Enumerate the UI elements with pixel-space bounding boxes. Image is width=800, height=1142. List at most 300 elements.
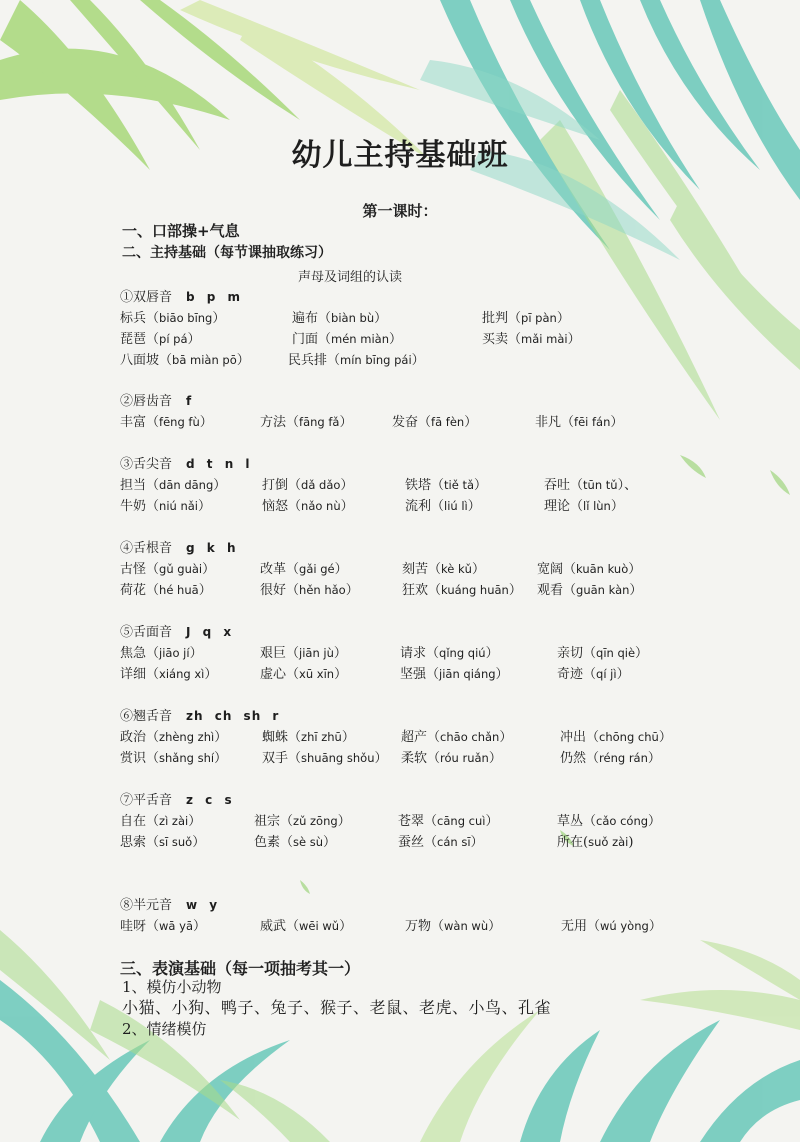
word-entry xyxy=(398,831,484,850)
word-hanzi: 铁塔 xyxy=(405,478,432,493)
word-hanzi: 琵琶 xyxy=(120,332,147,347)
word-pinyin: xiáng xì xyxy=(159,667,205,681)
word-entry xyxy=(120,495,211,514)
word-entry xyxy=(405,474,487,493)
word-pinyin: dān dāng xyxy=(159,478,214,492)
word-entry xyxy=(120,474,226,493)
word-hanzi: 买卖 xyxy=(482,332,509,347)
word-entry xyxy=(120,663,217,682)
paren-close: ） xyxy=(470,835,484,850)
paren-close: ） xyxy=(334,667,348,682)
word-entry xyxy=(402,579,522,598)
word-pinyin: zhī zhū xyxy=(301,730,342,744)
paren-open: （ xyxy=(286,562,300,577)
word-hanzi: 八面坡 xyxy=(120,353,160,368)
word-hanzi: 宽阔 xyxy=(537,562,564,577)
word-pinyin: mǎi mài xyxy=(521,332,568,346)
word-entry xyxy=(561,915,662,934)
word-pinyin: hé huā xyxy=(159,583,199,597)
group-letters: b p m xyxy=(186,290,242,304)
word-row xyxy=(0,726,800,746)
paren-open: （ xyxy=(146,751,160,766)
word-entry xyxy=(262,495,354,514)
word-pinyin: lǐ lùn xyxy=(583,499,611,513)
word-pinyin: mín bīng pái xyxy=(340,353,412,367)
paren-open: （ xyxy=(146,332,160,347)
paren-open: （ xyxy=(583,814,597,829)
word-hanzi: 理论 xyxy=(544,499,571,514)
word-row xyxy=(0,558,800,578)
word-hanzi: 冲出 xyxy=(560,730,587,745)
paren-open: （ xyxy=(431,919,445,934)
word-pinyin: zì zài xyxy=(159,814,189,828)
paren-open: （ xyxy=(587,919,601,934)
word-entry xyxy=(120,307,225,326)
group-letters: f xyxy=(186,394,193,408)
word-entry xyxy=(120,726,227,745)
word-entry xyxy=(288,349,425,368)
word-entry xyxy=(544,474,637,493)
paren-open: （ xyxy=(424,814,438,829)
word-pinyin: sè sù xyxy=(293,835,324,849)
word-pinyin: qǐng qiú xyxy=(439,646,486,660)
word-pinyin: mén miàn xyxy=(331,332,389,346)
paren-close: ） xyxy=(214,730,228,745)
paren-close: ） xyxy=(340,478,354,493)
word-entry xyxy=(401,747,502,766)
paren-open: （ xyxy=(427,751,441,766)
word-hanzi: 奇迹 xyxy=(557,667,584,682)
group-heading xyxy=(120,453,251,472)
word-hanzi: 担当 xyxy=(120,478,147,493)
paren-close: ） xyxy=(567,332,581,347)
paren-open: （ xyxy=(424,835,438,850)
word-entry xyxy=(260,579,359,598)
paren-close: ） xyxy=(485,814,499,829)
word-row xyxy=(0,411,800,431)
word-pinyin: xū xīn xyxy=(299,667,335,681)
word-entry xyxy=(260,558,348,577)
paren-close: ） xyxy=(495,667,509,682)
word-entry xyxy=(120,411,213,430)
paren-open: （ xyxy=(418,415,432,430)
paren-open: （ xyxy=(428,583,442,598)
word-pinyin: wú yòng xyxy=(600,919,649,933)
paren-open: （ xyxy=(586,751,600,766)
word-row xyxy=(0,579,800,599)
word-row xyxy=(0,915,800,935)
group-label: ⑧半元音 xyxy=(120,898,173,913)
word-entry xyxy=(260,915,352,934)
word-entry xyxy=(557,810,661,829)
word-pinyin: wā yā xyxy=(159,919,193,933)
paren-open: （ xyxy=(286,415,300,430)
word-pinyin: chōng chū xyxy=(599,730,659,744)
paren-open: （ xyxy=(286,667,300,682)
paren-open: （ xyxy=(146,583,160,598)
word-pinyin: guān kàn xyxy=(576,583,630,597)
word-pinyin: fāng fǎ xyxy=(299,415,340,429)
paren-close: ) xyxy=(628,835,634,850)
word-pinyin: chāo chǎn xyxy=(440,730,500,744)
word-hanzi: 牛奶 xyxy=(120,499,147,514)
paren-open: （ xyxy=(426,667,440,682)
word-tail: 、 xyxy=(624,478,638,493)
word-entry xyxy=(292,328,402,347)
word-pinyin: liú lì xyxy=(444,499,468,513)
word-row xyxy=(0,328,800,348)
word-hanzi: 政治 xyxy=(120,730,147,745)
paren-close: ） xyxy=(617,478,625,493)
paren-open: （ xyxy=(288,751,302,766)
word-pinyin: fēng fù xyxy=(159,415,200,429)
word-pinyin: pí pá xyxy=(159,332,188,346)
word-hanzi: 古怪 xyxy=(120,562,147,577)
word-hanzi: 改革 xyxy=(260,562,287,577)
paren-close: ） xyxy=(471,562,485,577)
group-label: ③舌尖音 xyxy=(120,457,173,472)
word-pinyin: kuān kuò xyxy=(576,562,629,576)
word-hanzi: 所在 xyxy=(557,835,584,850)
paren-open: （ xyxy=(280,835,294,850)
word-row xyxy=(0,307,800,327)
word-entry xyxy=(537,579,642,598)
word-pinyin: pī pàn xyxy=(521,311,557,325)
word-hanzi: 艰巨 xyxy=(260,646,287,661)
paren-close: ） xyxy=(192,835,206,850)
animal-list: 小猫、小狗、鸭子、兔子、猴子、老鼠、老虎、小鸟、孔雀 xyxy=(122,998,552,1017)
word-hanzi: 亲切 xyxy=(557,646,584,661)
paren-open: （ xyxy=(146,311,160,326)
word-pinyin: kuáng huān xyxy=(441,583,509,597)
paren-open: （ xyxy=(508,332,522,347)
paren-open: （ xyxy=(146,730,160,745)
word-hanzi: 批判 xyxy=(482,311,509,326)
word-hanzi: 恼怒 xyxy=(262,499,289,514)
paren-open: （ xyxy=(583,667,597,682)
word-pinyin: suǒ zài xyxy=(588,835,629,849)
word-hanzi: 蚕丝 xyxy=(398,835,425,850)
paren-close: ） xyxy=(556,311,570,326)
paren-close: ） xyxy=(648,919,662,934)
word-hanzi: 赏识 xyxy=(120,751,147,766)
word-entry xyxy=(400,663,509,682)
word-pinyin: biàn bù xyxy=(331,311,375,325)
paren-open: （ xyxy=(146,478,160,493)
paren-close: ） xyxy=(340,499,354,514)
paren-open: （ xyxy=(159,353,173,368)
paren-close: ） xyxy=(189,646,203,661)
word-hanzi: 荷花 xyxy=(120,583,147,598)
word-entry xyxy=(482,328,581,347)
paren-close: ） xyxy=(212,311,226,326)
paren-open: （ xyxy=(563,583,577,598)
word-pinyin: zhèng zhì xyxy=(159,730,215,744)
group-heading xyxy=(120,894,218,913)
paren-open: （ xyxy=(146,646,160,661)
word-entry xyxy=(557,663,630,682)
word-entry xyxy=(557,642,648,661)
word-hanzi: 思索 xyxy=(120,835,147,850)
paren-close: ） xyxy=(374,751,388,766)
paren-close: ） xyxy=(323,835,337,850)
word-pinyin: qí jì xyxy=(596,667,617,681)
word-entry xyxy=(120,642,203,661)
word-hanzi: 刻苦 xyxy=(402,562,429,577)
group-label: ⑦平舌音 xyxy=(120,793,173,808)
word-pinyin: biāo bīng xyxy=(159,311,213,325)
word-pinyin: kè kǔ xyxy=(441,562,472,576)
word-row xyxy=(0,831,800,851)
word-pinyin: wàn wù xyxy=(444,919,489,933)
word-row xyxy=(0,663,800,683)
paren-open: （ xyxy=(146,814,160,829)
word-row xyxy=(0,810,800,830)
paren-close: ） xyxy=(488,751,502,766)
word-pinyin: fēi fán xyxy=(574,415,611,429)
group-label: ④舌根音 xyxy=(120,541,173,556)
word-hanzi: 无用 xyxy=(561,919,588,934)
paren-close: ） xyxy=(374,311,388,326)
group-label: ②唇齿音 xyxy=(120,394,173,409)
word-row xyxy=(0,747,800,767)
word-hanzi: 虚心 xyxy=(260,667,287,682)
paren-close: ） xyxy=(204,667,218,682)
word-hanzi: 观看 xyxy=(537,583,564,598)
paren-close: ） xyxy=(488,919,502,934)
word-pinyin: tiě tǎ xyxy=(444,478,475,492)
word-pinyin: dǎ dǎo xyxy=(301,478,341,492)
paren-open: ( xyxy=(583,835,589,850)
word-hanzi: 焦急 xyxy=(120,646,147,661)
word-pinyin: qīn qiè xyxy=(596,646,636,660)
paren-open: （ xyxy=(280,814,294,829)
word-hanzi: 吞吐 xyxy=(544,478,571,493)
paren-close: ） xyxy=(341,730,355,745)
paren-close: ） xyxy=(610,415,624,430)
word-hanzi: 流利 xyxy=(405,499,432,514)
word-entry xyxy=(254,810,351,829)
paren-open: （ xyxy=(431,499,445,514)
word-hanzi: 仍然 xyxy=(560,751,587,766)
word-entry xyxy=(392,411,477,430)
paren-close: ） xyxy=(474,478,488,493)
group-heading xyxy=(120,286,241,305)
word-hanzi: 遍布 xyxy=(292,311,319,326)
word-pinyin: niú nǎi xyxy=(159,499,198,513)
paren-open: （ xyxy=(586,730,600,745)
section-heading-2: 二、主持基础（每节课抽取练习） xyxy=(122,245,332,261)
word-pinyin: shuāng shǒu xyxy=(301,751,375,765)
group-letters: g k h xyxy=(186,541,237,555)
paren-open: （ xyxy=(318,311,332,326)
word-hanzi: 请求 xyxy=(400,646,427,661)
paren-open: （ xyxy=(286,583,300,598)
word-entry xyxy=(120,810,201,829)
word-hanzi: 很好 xyxy=(260,583,287,598)
word-entry xyxy=(401,726,512,745)
word-pinyin: réng rán xyxy=(599,751,648,765)
word-hanzi: 丰富 xyxy=(120,415,147,430)
word-hanzi: 双手 xyxy=(262,751,289,766)
paren-open: （ xyxy=(286,646,300,661)
word-entry xyxy=(400,642,499,661)
word-row xyxy=(0,495,800,515)
word-entry xyxy=(120,579,212,598)
word-entry xyxy=(544,495,624,514)
paren-open: （ xyxy=(583,646,597,661)
group-letters: z c s xyxy=(186,793,233,807)
paren-close: ） xyxy=(485,646,499,661)
word-hanzi: 详细 xyxy=(120,667,147,682)
paren-close: ） xyxy=(202,562,216,577)
group-heading xyxy=(120,537,236,556)
word-hanzi: 万物 xyxy=(405,919,432,934)
word-entry xyxy=(405,495,481,514)
word-hanzi: 标兵 xyxy=(120,311,147,326)
word-pinyin: hěn hǎo xyxy=(299,583,346,597)
paren-close: ） xyxy=(616,667,630,682)
word-hanzi: 打倒 xyxy=(262,478,289,493)
paren-close: ） xyxy=(198,499,212,514)
word-row xyxy=(0,474,800,494)
paren-close: ） xyxy=(334,562,348,577)
paren-open: （ xyxy=(146,562,160,577)
paren-close: ） xyxy=(214,751,228,766)
group-heading xyxy=(120,789,233,808)
group-heading xyxy=(120,705,279,724)
word-entry xyxy=(254,831,336,850)
word-entry xyxy=(262,747,388,766)
paren-open: （ xyxy=(428,562,442,577)
word-entry xyxy=(260,411,352,430)
word-entry xyxy=(560,726,672,745)
word-pinyin: sī suǒ xyxy=(159,835,193,849)
paren-close: ） xyxy=(337,814,351,829)
group-letters: J q x xyxy=(186,625,233,639)
paren-close: ） xyxy=(339,919,353,934)
group-label: ①双唇音 xyxy=(120,290,173,305)
paren-close: ） xyxy=(658,730,672,745)
word-entry xyxy=(537,558,641,577)
word-entry xyxy=(262,726,355,745)
word-hanzi: 狂欢 xyxy=(402,583,429,598)
paren-open: （ xyxy=(318,332,332,347)
word-hanzi: 威武 xyxy=(260,919,287,934)
word-hanzi: 方法 xyxy=(260,415,287,430)
paren-close: ） xyxy=(629,583,643,598)
paren-open: （ xyxy=(146,499,160,514)
word-entry xyxy=(482,307,570,326)
paren-close: ） xyxy=(198,583,212,598)
word-entry xyxy=(120,349,250,368)
word-pinyin: cāng cuì xyxy=(437,814,486,828)
paren-close: ） xyxy=(628,562,642,577)
word-hanzi: 哇呀 xyxy=(120,919,147,934)
word-entry xyxy=(402,558,485,577)
word-hanzi: 发奋 xyxy=(392,415,419,430)
word-pinyin: jiān qiáng xyxy=(439,667,496,681)
word-hanzi: 祖宗 xyxy=(254,814,281,829)
word-pinyin: fā fèn xyxy=(431,415,465,429)
paren-close: ） xyxy=(236,353,250,368)
paren-open: （ xyxy=(431,478,445,493)
paren-close: ） xyxy=(213,478,227,493)
word-hanzi: 苍翠 xyxy=(398,814,425,829)
word-pinyin: jiāo jí xyxy=(159,646,190,660)
word-entry xyxy=(260,663,347,682)
word-hanzi: 门面 xyxy=(292,332,319,347)
group-heading xyxy=(120,621,232,640)
paren-close: ） xyxy=(339,415,353,430)
word-pinyin: gǎi gé xyxy=(299,562,335,576)
paren-close: ） xyxy=(647,751,661,766)
word-hanzi: 草丛 xyxy=(557,814,584,829)
word-pinyin: nǎo nù xyxy=(301,499,341,513)
word-entry xyxy=(560,747,661,766)
paren-close: ） xyxy=(188,814,202,829)
word-entry xyxy=(120,747,227,766)
word-entry xyxy=(535,411,623,430)
paren-close: ） xyxy=(345,583,359,598)
paren-close: ） xyxy=(464,415,478,430)
group-letters: d t n l xyxy=(186,457,251,471)
word-entry xyxy=(260,642,347,661)
word-pinyin: róu ruǎn xyxy=(440,751,489,765)
paren-open: （ xyxy=(570,478,584,493)
paren-close: ） xyxy=(199,415,213,430)
word-hanzi: 蜘蛛 xyxy=(262,730,289,745)
word-hanzi: 自在 xyxy=(120,814,147,829)
performance-item-2: 2、情绪模仿 xyxy=(122,1020,207,1038)
paren-close: ） xyxy=(648,814,662,829)
word-pinyin: cán sī xyxy=(437,835,471,849)
paren-close: ） xyxy=(333,646,347,661)
word-entry xyxy=(557,831,633,850)
performance-item-1: 1、模仿小动物 xyxy=(122,978,222,996)
paren-close: ） xyxy=(193,919,207,934)
section-heading-1: 一、口部操+气息 xyxy=(122,222,240,240)
paren-close: ） xyxy=(411,353,425,368)
lesson-heading: 第一课时： xyxy=(362,202,438,220)
group-letters: w y xyxy=(186,898,219,912)
group-label: ⑥翘舌音 xyxy=(120,709,173,724)
word-hanzi: 民兵排 xyxy=(288,353,328,368)
paren-close: ） xyxy=(389,332,403,347)
paren-open: （ xyxy=(570,499,584,514)
word-hanzi: 超产 xyxy=(401,730,428,745)
paren-open: （ xyxy=(563,562,577,577)
paren-open: （ xyxy=(286,919,300,934)
page-title: 幼儿主持基础班 xyxy=(291,138,509,173)
word-entry xyxy=(120,831,205,850)
word-hanzi: 色素 xyxy=(254,835,281,850)
word-pinyin: tūn tǔ xyxy=(583,478,618,492)
word-entry xyxy=(120,328,201,347)
paren-close: ） xyxy=(610,499,624,514)
word-hanzi: 柔软 xyxy=(401,751,428,766)
paren-open: （ xyxy=(426,646,440,661)
paren-open: （ xyxy=(327,353,341,368)
group-heading xyxy=(120,390,192,409)
paren-close: ） xyxy=(635,646,649,661)
paren-open: （ xyxy=(427,730,441,745)
paren-open: （ xyxy=(288,499,302,514)
word-entry xyxy=(292,307,387,326)
subtitle: 声母及词组的认读 xyxy=(297,270,402,285)
paren-open: （ xyxy=(288,730,302,745)
word-entry xyxy=(120,558,215,577)
